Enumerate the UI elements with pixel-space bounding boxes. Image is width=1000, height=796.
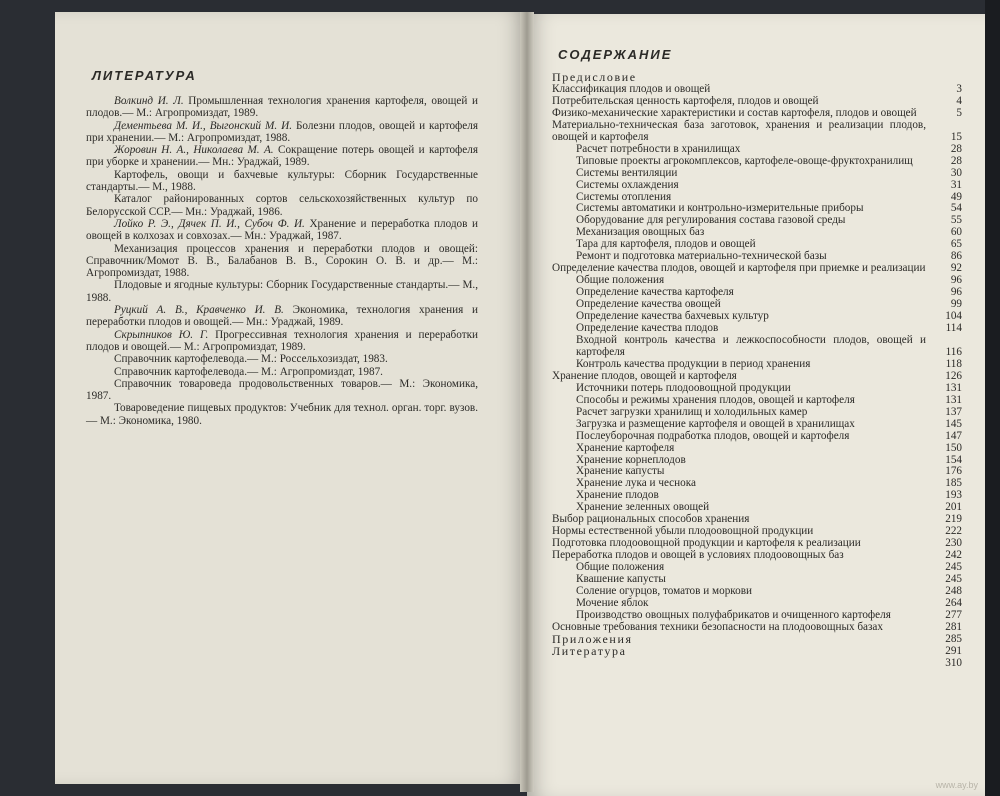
toc-entry-title: Приложения xyxy=(552,631,633,646)
reference-text: Справочник товароведа продовольственных товаров.— М.: Экономика, 1987. xyxy=(86,377,478,403)
toc-entry-page: 131 xyxy=(945,381,962,394)
toc-entry-page: 176 xyxy=(945,465,962,478)
toc-entry-page: 4 xyxy=(956,94,962,107)
toc-entry-page: 145 xyxy=(945,417,962,430)
toc-entry-title: Нормы естественной убыли плодоовощной продукции xyxy=(552,525,814,538)
toc-entry xyxy=(552,120,962,144)
toc-entry-page: 147 xyxy=(945,429,962,442)
toc-entry-title: Типовые проекты агрокомплексов, картофеле-овоще-фруктохранилищ xyxy=(576,154,913,167)
toc-entry-title: Хранение корнеплодов xyxy=(576,453,686,466)
toc-entry-title: Общие положения xyxy=(576,561,665,574)
toc-entry-title: Системы охлаждения xyxy=(576,178,679,191)
toc-entry xyxy=(552,419,962,431)
toc-entry-title: Послеуборочная подработка плодов, овощей и картофеля xyxy=(576,429,850,442)
toc-entry-page: 291 xyxy=(945,644,962,657)
reference-author: Волкинд И. Л. xyxy=(114,95,184,107)
reference-author: Лойко Р. Э., Дячек П. И., Субоч Ф. И. xyxy=(114,217,305,230)
reference-author: Руцкий А. В., Кравченко И. В. xyxy=(114,304,284,317)
toc-entry-page: 310 xyxy=(945,656,962,669)
toc-entry xyxy=(552,168,962,180)
toc-entry-page: 219 xyxy=(945,513,962,526)
toc-entry-title: Системы отопления xyxy=(576,190,672,203)
toc-entry-page: 3 xyxy=(956,82,962,95)
toc-entry xyxy=(552,443,962,455)
toc-entry-title: Квашение капусты xyxy=(576,573,666,586)
reference-author: Скрыпников Ю. Г. xyxy=(114,328,209,341)
toc-entry-page: 118 xyxy=(945,357,962,370)
toc-entry-title: Расчет потребности в хранилищах xyxy=(576,142,741,155)
toc-entry-page: 55 xyxy=(950,214,962,227)
toc-entry-page: 131 xyxy=(945,393,962,406)
toc-entry-page: 5 xyxy=(956,106,962,119)
toc-entry-title: Определение качества бахчевых культур xyxy=(576,310,769,323)
reference-text: Плодовые и ягодные культуры: Сборник Государственные стандарты.— М., 1988. xyxy=(86,279,478,304)
toc-entry-title: Определение качества картофеля xyxy=(576,286,734,299)
toc-entry-title: Физико-механические характеристики и состав картофеля, плодов и овощей xyxy=(552,106,917,119)
toc-entry-page: 185 xyxy=(945,477,962,490)
toc-entry-title: Оборудование для регулирования состава газовой среды xyxy=(576,214,846,227)
toc-entry-page: 49 xyxy=(950,190,962,203)
toc-entry-page: 86 xyxy=(950,250,962,263)
toc-entry-title: Выбор рациональных способов хранения xyxy=(552,513,750,526)
toc-entry-title: Тара для картофеля, плодов и овощей xyxy=(576,238,756,251)
toc-entry-page: 154 xyxy=(945,453,962,466)
reference-list xyxy=(86,95,478,427)
reference-text: Картофель, овощи и бахчевые культуры: Сборник Государственные стандарты.— М., 1988. xyxy=(86,168,478,194)
reference-text: Сокращение потерь овощей и картофеля при уборке и хранении.— Мн.: Ураджай, 1989. xyxy=(86,144,478,169)
toc-entry-title: Ремонт и подготовка материально-технической базы xyxy=(576,250,827,263)
toc-entry xyxy=(552,371,962,383)
toc-entry-title: Мочение яблок xyxy=(576,596,649,609)
toc-entry-page: 126 xyxy=(945,369,962,382)
reference-text: Промышленная технология хранения картофеля, овощей и плодов.— М.: Агропромиздат, 1989. xyxy=(86,95,478,120)
toc-entry xyxy=(552,383,962,395)
toc-entry-page: 96 xyxy=(950,286,962,299)
toc-entry-page: 193 xyxy=(945,489,962,502)
toc-entry-page: 245 xyxy=(945,573,962,586)
toc-entry-title: Производство овощных полуфабрикатов и очищенного картофеля xyxy=(576,608,891,621)
toc-entry xyxy=(552,395,962,407)
toc-entry-title: Хранение плодов, овощей и картофеля xyxy=(552,369,737,382)
toc-entry xyxy=(552,407,962,419)
reference-item xyxy=(86,279,478,304)
reference-item xyxy=(86,402,478,427)
toc-entry-page: 281 xyxy=(945,620,962,633)
toc-entry-page: 277 xyxy=(945,608,962,621)
toc-entry-title: Механизация овощных баз xyxy=(576,226,705,239)
toc-entry-title: Хранение лука и чеснока xyxy=(576,477,696,490)
watermark: www.ay.by xyxy=(935,780,978,790)
toc-entry xyxy=(552,156,962,168)
reference-text: Товароведение пищевых продуктов: Учебник для технол. орган. торг. вузов.— М.: Экономика, 1980. xyxy=(86,402,478,427)
toc-entry-title: Литература xyxy=(552,643,627,658)
toc-entry-page: 28 xyxy=(950,142,962,155)
toc-entry-page: 104 xyxy=(945,310,962,323)
reference-item xyxy=(86,144,478,169)
toc-entry-title: Расчет загрузки хранилищ и холодильных камер xyxy=(576,405,808,418)
toc-entry-page: 150 xyxy=(945,441,962,454)
reference-text: Хранение и переработка плодов и овощей в колхозах и совхозах.— Мн.: Ураджай, 1987. xyxy=(86,217,479,243)
reference-author: Жоровин Н. А., Николаева М. А. xyxy=(114,144,274,157)
reference-item xyxy=(86,120,478,145)
toc-entry-page: 31 xyxy=(950,178,962,191)
toc-entry-page: 54 xyxy=(950,202,962,215)
table-of-contents xyxy=(552,72,962,670)
toc-entry-page: 137 xyxy=(945,405,962,418)
toc-entry-title: Контроль качества продукции в период хранения xyxy=(576,357,811,370)
toc-entry-title: Входной контроль качества и лежкоспособности плодов, овощей и картофеля xyxy=(576,333,926,358)
toc-entry-title: Определение качества плодов, овощей и картофеля при приемке и реализации xyxy=(552,262,926,275)
reference-text: Болезни плодов, овощей и картофеля при хранении.— М.: Агропромиздат, 1988. xyxy=(86,119,478,144)
toc-entry-title: Хранение картофеля xyxy=(576,441,675,454)
toc-entry-title: Определение качества плодов xyxy=(576,322,719,335)
reference-item xyxy=(86,366,478,378)
toc-entry-page: 248 xyxy=(945,584,962,597)
reference-text: Каталог районированных сортов сельскохозяйственных культур по Белорусской ССР.— Мн.: Ураджай, 1986. xyxy=(86,193,478,218)
toc-entry-title: Системы вентиляции xyxy=(576,166,678,179)
reference-text: Справочник картофелевода.— М.: Россельхозиздат, 1983. xyxy=(114,353,388,366)
toc-entry xyxy=(552,658,962,670)
toc-entry-title: Хранение капусты xyxy=(576,465,665,478)
toc-entry-title: Переработка плодов и овощей в условиях плодоовощных баз xyxy=(552,549,844,562)
toc-entry-title: Классификация плодов и овощей xyxy=(552,82,711,95)
toc-entry-title: Подготовка плодоовощной продукции и картофеля к реализации xyxy=(552,537,861,550)
toc-entry-title: Хранение плодов xyxy=(576,489,659,502)
toc-entry-page: 245 xyxy=(945,561,962,574)
toc-entry-title: Основные требования техники безопасности на плодоовощных базах xyxy=(552,620,883,633)
reference-item xyxy=(86,304,478,329)
reference-text: Механизация процессов хранения и переработки плодов и овощей: Справочник/Момот В. В., Балабанов В. В., Сорокин О. В. и др.— М.: Агропромиздат, 1988. xyxy=(86,242,478,280)
reference-text: Прогрессивная технология хранения и переработки плодов и овощей.— М.: Агропромиздат, 1989. xyxy=(86,328,479,353)
toc-entry-title: Общие положения xyxy=(576,274,665,287)
reference-author: Дементьева М. И., Выгонский М. И. xyxy=(114,119,292,132)
toc-entry xyxy=(552,144,962,156)
toc-entry-page: 201 xyxy=(945,501,962,514)
toc-entry-title: Соление огурцов, томатов и моркови xyxy=(576,584,753,597)
toc-entry-page: 92 xyxy=(950,262,962,275)
toc-entry-page: 65 xyxy=(950,238,962,251)
reference-item xyxy=(86,243,478,280)
reference-item xyxy=(86,169,478,194)
toc-entry-title: Определение качества овощей xyxy=(576,298,721,311)
toc-entry-page: 222 xyxy=(945,525,962,538)
toc-entry-page: 242 xyxy=(945,549,962,562)
toc-entry-title: Материально-техническая база заготовок, хранения и реализации плодов, овощей и картофеля xyxy=(552,118,926,143)
literature-title: ЛИТЕРАТУРА xyxy=(92,68,197,83)
book-gutter xyxy=(520,12,534,792)
reference-item xyxy=(86,378,478,403)
toc-entry-page: 116 xyxy=(945,345,962,358)
reference-item xyxy=(86,95,478,120)
toc-entry-title: Системы автоматики и контрольно-измерительные приборы xyxy=(576,202,864,215)
toc-entry-page: 99 xyxy=(950,298,962,311)
reference-text: Экономика, технология хранения и переработки плодов и овощей.— Мн.: Ураджай, 1989. xyxy=(86,304,479,329)
toc-entry-page: 96 xyxy=(950,274,962,287)
toc-entry-title: Хранение зеленных овощей xyxy=(576,501,710,514)
toc-entry-title: Источники потерь плодоовощной продукции xyxy=(576,381,791,394)
toc-entry-title: Способы и режимы хранения плодов, овощей и картофеля xyxy=(576,393,855,406)
toc-entry-page: 60 xyxy=(950,226,962,239)
reference-item xyxy=(86,329,478,354)
toc-entry xyxy=(552,431,962,443)
reference-text: Справочник картофелевода.— М.: Агропромиздат, 1987. xyxy=(114,365,383,378)
toc-entry-page: 285 xyxy=(945,632,962,645)
book-cover-edge xyxy=(985,0,1000,796)
toc-entry-page: 230 xyxy=(945,537,962,550)
toc-entry-title: Потребительская ценность картофеля, плодов и овощей xyxy=(552,94,819,107)
toc-entry xyxy=(552,335,962,359)
toc-entry-page: 264 xyxy=(945,596,962,609)
toc-entry xyxy=(552,643,962,658)
toc-entry-page: 28 xyxy=(950,154,962,167)
toc-entry-title: Загрузка и размещение картофеля и овощей в хранилищах xyxy=(576,417,855,430)
reference-item xyxy=(86,193,478,218)
toc-entry-page: 30 xyxy=(950,166,962,179)
toc-entry xyxy=(552,180,962,192)
toc-entry-title: Предисловие xyxy=(552,70,637,84)
reference-item xyxy=(86,218,478,243)
toc-entry-page: 15 xyxy=(950,130,962,143)
toc-entry-page: 114 xyxy=(945,322,962,335)
reference-item xyxy=(86,353,478,365)
contents-title: СОДЕРЖАНИЕ xyxy=(558,47,673,62)
